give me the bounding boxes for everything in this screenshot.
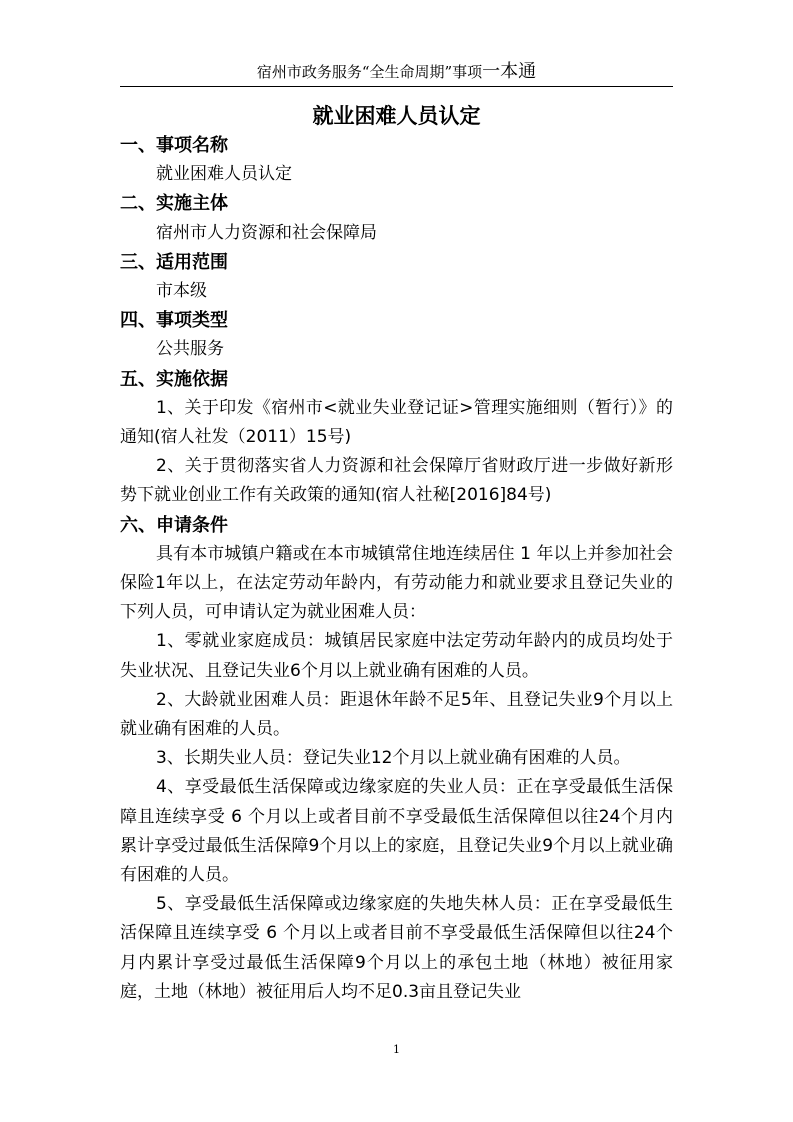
document-body <box>120 131 673 1007</box>
section-body-implementer: 宿州市人力资源和社会保障局 <box>156 222 377 243</box>
basis-paragraph: 2、关于贯彻落实省人力资源和社会保障厅省财政厅进一步做好新形势下就业创业工作有关政策的通知(宿人社秘[2016]84号) <box>120 456 673 506</box>
basis-paragraph: 1、关于印发《宿州市<就业失业登记证>管理实施细则（暂行）》的通知(宿人社发（2011）15号) <box>120 397 673 448</box>
conditions-paragraph: 2、大龄就业困难人员：距退休年龄不足5年、且登记失业9个月以上就业确有困难的人员。 <box>120 689 673 740</box>
section-heading-basis: 五、实施依据 <box>120 368 228 390</box>
section-heading-type: 四、事项类型 <box>120 310 228 332</box>
section-heading-scope: 三、适用范围 <box>120 251 228 273</box>
conditions-paragraph: 5、享受最低生活保障或边缘家庭的失地失林人员：正在享受最低生活保障且连续享受 6 个月以上或者目前不享受最低生活保障但以往24个月内累计享受过最低生活保障9个月以上的承包土地（林地）被征用家庭，土地（林地）被征用后人均不足0.3亩且登记失业 <box>120 894 673 1002</box>
section-body-name: 就业困难人员认定 <box>156 164 292 185</box>
document-title: 就业困难人员认定 <box>312 104 481 128</box>
section-heading-name: 一、事项名称 <box>120 135 228 156</box>
section-body-scope: 市本级 <box>156 281 207 302</box>
conditions-paragraph: 具有本市城镇户籍或在本市城镇常住地连续居住 1 年以上并参加社会保险1年以上，在法定劳动年龄内，有劳动能力和就业要求且登记失业的下列人员，可申请认定为就业困难人员： <box>120 543 673 623</box>
conditions-paragraph: 1、零就业家庭成员：城镇居民家庭中法定劳动年龄内的成员均处于失业状况、且登记失业6个月以上就业确有困难的人员。 <box>120 631 673 681</box>
conditions-paragraph: 4、享受最低生活保障或边缘家庭的失业人员：正在享受最低生活保障且连续享受 6 个月以上或者目前不享受最低生活保障但以往24个月内累计享受过最低生活保障9个月以上的家庭，且登记失业9个月以上就业确有困难的人员。 <box>120 777 673 886</box>
header-rule <box>120 86 673 87</box>
header-text: 宿州市政务服务“全生命周期”事项 <box>256 63 483 81</box>
section-heading-implementer: 二、实施主体 <box>120 193 228 215</box>
conditions-paragraph: 3、长期失业人员：登记失业12个月以上就业确有困难的人员。 <box>156 748 631 769</box>
section-body-type: 公共服务 <box>156 339 224 360</box>
page-number: 1 <box>393 1043 400 1056</box>
header-suffix: 一本通 <box>482 61 537 82</box>
running-header <box>120 62 673 82</box>
section-heading-conditions: 六、申请条件 <box>120 514 228 536</box>
